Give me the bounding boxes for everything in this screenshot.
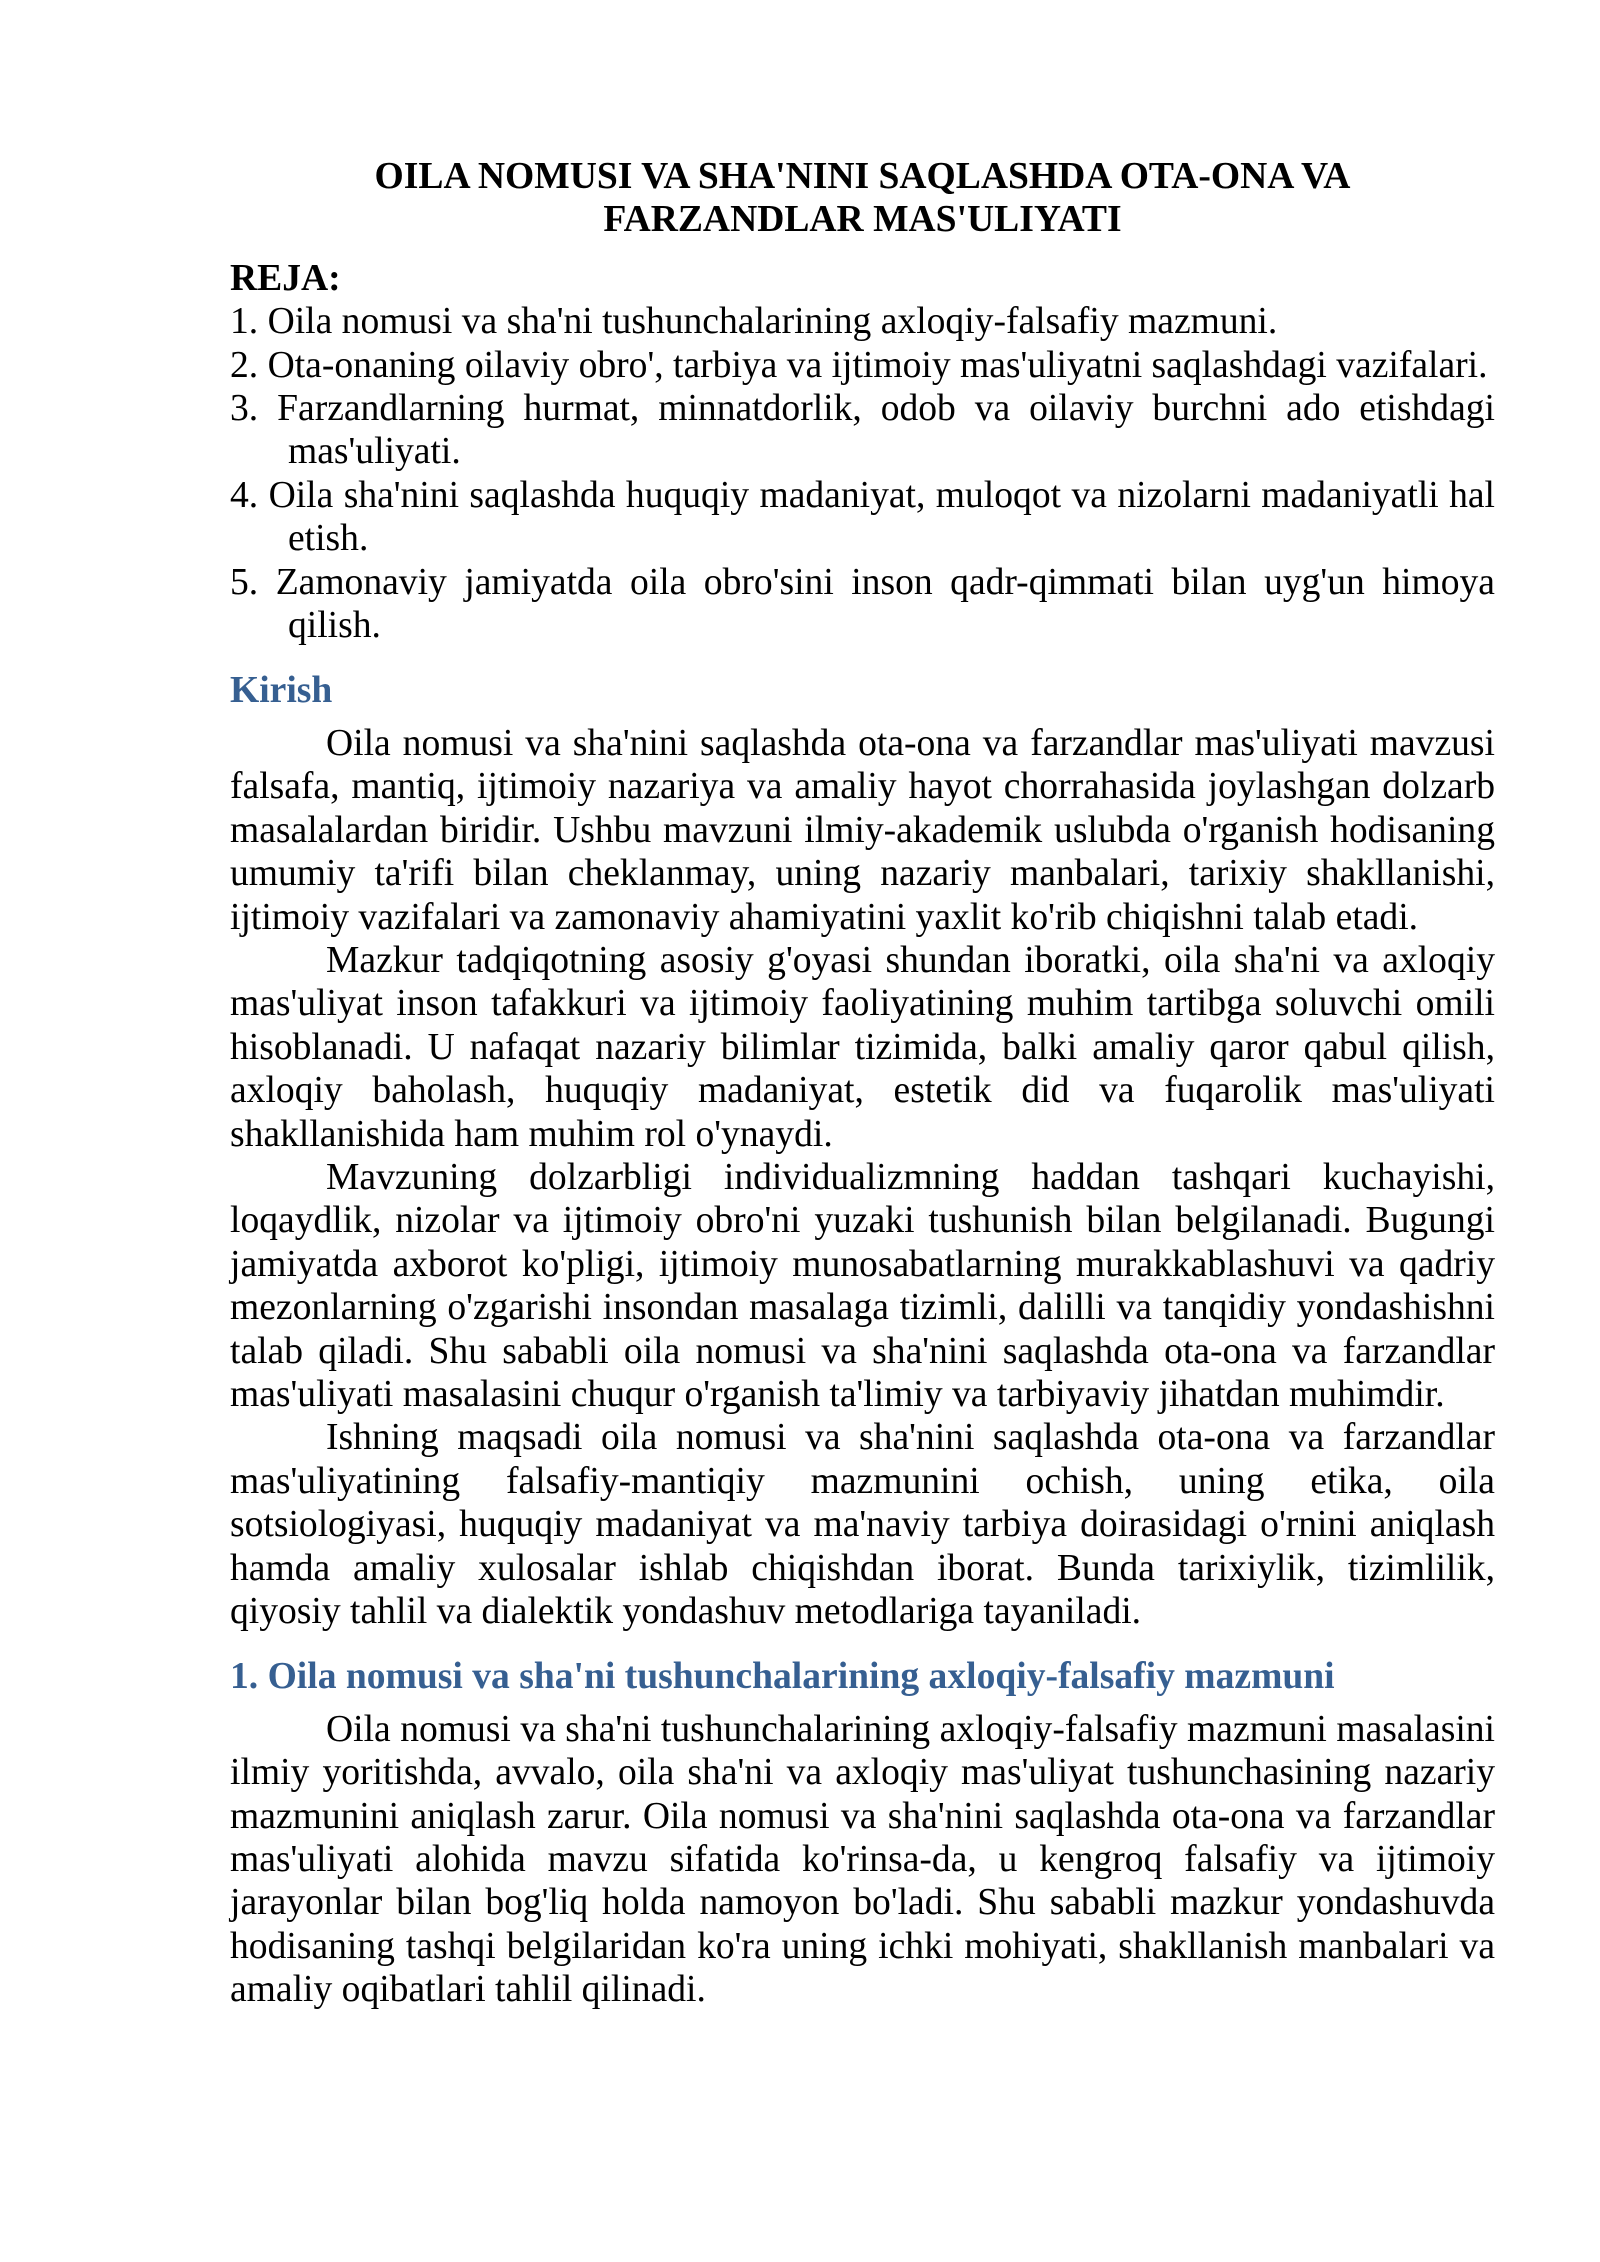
document-page [230,155,1495,2012]
plan-item-number: 1. [230,301,259,343]
title-line: FARZANDLAR MAS'ULIYATI [603,199,1122,241]
body-paragraph: Mazkur tadqiqotning asosiy g'oyasi shundan iboratki, oila sha'ni va axloqiy mas'uliyat inson tafakkuri va ijtimoiy faoliyatining muhim tartibga soluvchi omili hisoblanadi. U nafaqat nazariy bilimlar tizimida, balki amaliy qaror qabul qilish, axloqiy baholash, huquqiy madaniyat, estetik did va fuqarolik mas'uliyati shakllanishida ham muhim rol o'ynaydi. [230,939,1495,1155]
plan-heading: REJA: [230,257,341,299]
plan-item-number: 3. [230,388,259,430]
plan-item [230,474,1495,561]
plan-item-number: 2. [230,344,259,386]
body-paragraph: Oila nomusi va sha'nini saqlashda ota-ona va farzandlar mas'uliyati mavzusi falsafa, mantiq, ijtimoiy nazariya va amaliy hayot chorrahasida joylashgan dolzarb masalalardan biridir. Ushbu mavzuni ilmiy-akademik uslubda o'rganish hodisaning umumiy ta'rifi bilan cheklanmay, uning nazariy manbalari, tarixiy shakllanishi, ijtimoiy vazifalari va zamonaviy ahamiyatini yaxlit ko'rib chiqishni talab etadi. [230,722,1495,938]
body-paragraph: Oila nomusi va sha'ni tushunchalarining axloqiy-falsafiy mazmuni masalasini ilmiy yoritishda, avvalo, oila sha'ni va axloqiy mas'uliyat tushunchasining nazariy mazmunini aniqlash zarur. Oila nomusi va sha'nini saqlashda ota-ona va farzandlar mas'uliyati alohida mavzu sifatida ko'rinsa-da, u kengroq falsafiy va ijtimoiy jarayonlar bilan bog'liq holda namoyon bo'ladi. Shu sababli mazkur yondashuvda hodisaning tashqi belgilaridan ko'ra uning ichki mohiyati, shakllanish manbalari va amaliy oqibatlari tahlil qilinadi. [230,1708,1495,2011]
section-heading: 1. Oila nomusi va sha'ni tushunchalarining axloqiy-falsafiy mazmuni [230,1656,1335,1698]
plan-item-text: Farzandlarning hurmat, minnatdorlik, odob va oilaviy burchni ado etishdagi mas'uliyati. [277,388,1495,473]
section-introduction [230,669,1495,1633]
document-title [230,155,1495,242]
plan-item-number: 4. [230,474,259,516]
section-1 [230,1655,1495,2011]
plan-item [230,561,1495,648]
title-line: OILA NOMUSI VA SHA'NINI SAQLASHDA OTA-ONA VA [374,156,1351,197]
body-paragraph: Ishning maqsadi oila nomusi va sha'nini saqlashda ota-ona va farzandlar mas'uliyatining falsafiy-mantiqiy mazmunini ochish, uning etika, oila sotsiologiyasi, huquqiy madaniyat va ma'naviy tarbiya doirasidagi o'rnini aniqlash hamda amaliy xulosalar ishlab chiqishdan iborat. Bunda tarixiylik, tizimlilik, qiyosiy tahlil va dialektik yondashuv metodlariga tayaniladi. [230,1417,1495,1632]
plan-item-text: Ota-onaning oilaviy obro', tarbiya va ijtimoiy mas'uliyatni saqlashdagi vazifalari. [267,344,1488,386]
plan-item-number: 5. [230,561,259,603]
plan-item [230,387,1495,474]
plan-item [230,344,1495,387]
plan-item-text: Zamonaviy jamiyatda oila obro'sini inson qadr-qimmati bilan uyg'un himoya qilish. [275,561,1495,647]
plan-item-text: Oila nomusi va sha'ni tushunchalarining axloqiy-falsafiy mazmuni. [267,301,1278,343]
plan-item [230,300,1495,343]
plan-list [230,300,1495,647]
plan-item-text: Oila sha'nini saqlashda huquqiy madaniyat, muloqot va nizolarni madaniyatli hal etish. [268,474,1495,560]
section-heading: Kirish [230,670,333,712]
body-paragraph: Mavzuning dolzarbligi individualizmning haddan tashqari kuchayishi, loqaydlik, nizolar va ijtimoiy obro'ni yuzaki tushunish bilan belgilanadi. Bugungi jamiyatda axborot ko'pligi, ijtimoiy munosabatlarning murakkablashuvi va qadriy mezonlarning o'zgarishi insondan masalaga tizimli, dalilli va tanqidiy yondashishni talab qiladi. Shu sababli oila nomusi va sha'nini saqlashda ota-ona va farzandlar mas'uliyati masalasini chuqur o'rganish ta'limiy va tarbiyaviy jihatdan muhimdir. [230,1156,1495,1415]
